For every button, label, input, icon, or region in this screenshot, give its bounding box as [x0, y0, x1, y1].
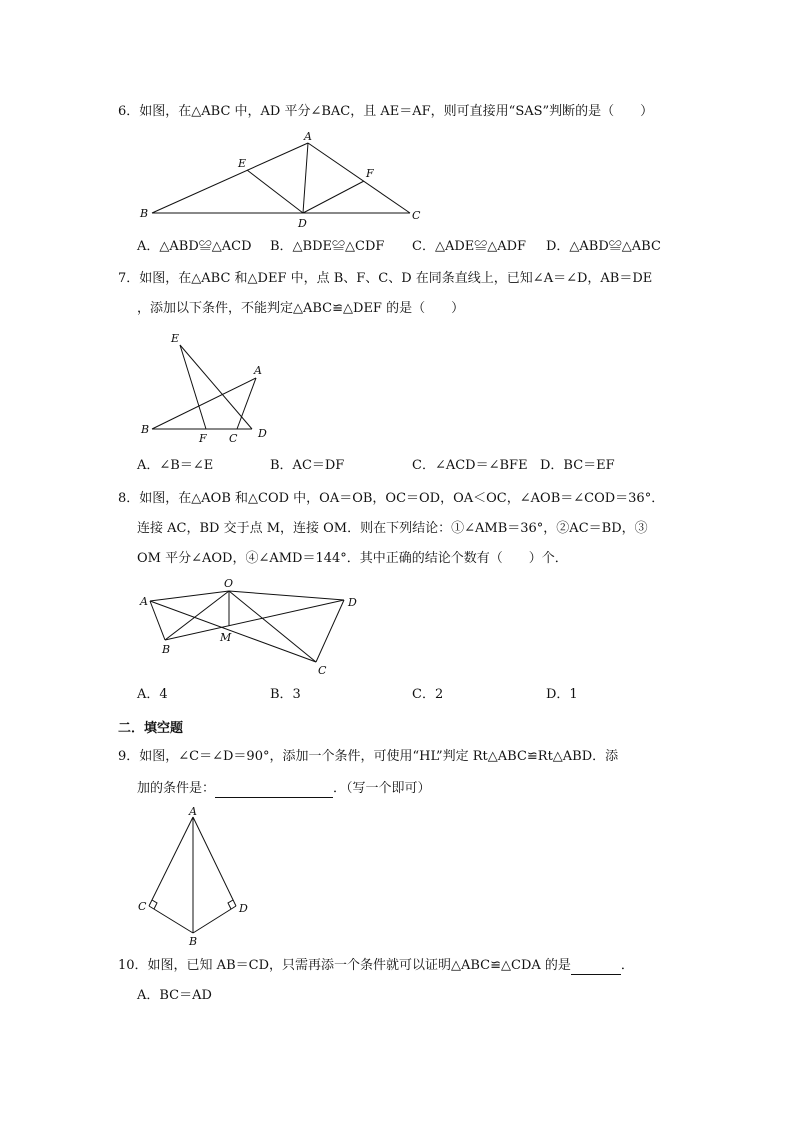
q7-label-e: E: [171, 332, 180, 345]
q8-label-c: C: [318, 664, 327, 677]
q8-option-d: D．1: [546, 687, 578, 702]
q7-option-c: C．∠ACD＝∠BFE: [412, 458, 528, 473]
q9-label-b: B: [189, 935, 198, 948]
q8-label-o: O: [224, 577, 234, 590]
q6-option-c: C．△ADE≌△ADF: [412, 239, 527, 254]
q9-label-d: D: [239, 902, 248, 915]
q9-stem-suffix: ．（写一个即可）: [333, 781, 431, 796]
q10-option-a: A．BC＝AD: [137, 988, 212, 1003]
q6-label-b: B: [140, 207, 149, 220]
q8-label-d: D: [348, 596, 357, 609]
q8-option-a: A．4: [137, 687, 168, 702]
q8-label-b: B: [162, 643, 171, 656]
q7-label-c: C: [229, 432, 238, 445]
q8-stem-line3: OM 平分∠AOD，④∠AMD＝144°．其中正确的结论个数有（ ）个．: [137, 551, 568, 566]
q6-label-a: A: [304, 130, 312, 143]
q6-stem: 6．如图，在△ABC 中，AD 平分∠BAC，且 AE＝AF，则可直接用“SAS”判断的是（ ）: [118, 104, 654, 119]
q9-segment-db: [193, 906, 236, 933]
q9-segment-ad: [193, 817, 236, 906]
q7-label-f: F: [199, 432, 207, 445]
q9-segment-cb: [149, 906, 193, 933]
q8-option-b: B．3: [270, 687, 301, 702]
q9-stem-line1: 9．如图，∠C＝∠D＝90°，添加一个条件，可使用“HL”判定 Rt△ABC≌Rt△ABD．添: [118, 749, 619, 764]
q9-label-a: A: [189, 805, 197, 818]
q6-option-d: D．△ABD≌△ABC: [546, 239, 661, 254]
q9-label-c: C: [138, 900, 147, 913]
q8-stem-line2: 连接 AC，BD 交于点 M，连接 OM．则在下列结论：①∠AMB＝36°，②AC＝BD，③: [137, 521, 648, 536]
q10-stem-text: 10．如图，已知 AB＝CD，只需再添一个条件就可以证明△ABC≌△CDA 的是: [118, 958, 571, 973]
q8-stem-line1: 8．如图，在△AOB 和△COD 中，OA＝OB，OC＝OD，OA＜OC，∠AOB＝∠COD＝36°．: [118, 491, 665, 506]
q6-option-a: A．△ABD≌△ACD: [137, 239, 252, 254]
q7-label-a: A: [254, 364, 262, 377]
q7-option-a: A．∠B＝∠E: [137, 458, 214, 473]
q6-option-b: B．△BDE≌△CDF: [270, 239, 385, 254]
q6-label-c: C: [412, 209, 421, 222]
q6-label-e: E: [238, 157, 247, 170]
q8-option-c: C．2: [412, 687, 444, 702]
q7-option-d: D．BC＝EF: [540, 458, 615, 473]
q9-segment-ac: [149, 817, 193, 906]
q9-right-angle-d: [228, 900, 233, 909]
q9-right-angle-c: [152, 900, 157, 909]
q7-stem-line1: 7．如图，在△ABC 和△DEF 中，点 B、F、C、D 在同条直线上，已知∠A＝∠D，AB＝DE: [118, 271, 653, 286]
q10-answer-blank[interactable]: [571, 956, 621, 975]
q8-label-a: A: [140, 595, 148, 608]
q9-stem-prefix: 加的条件是：: [137, 781, 216, 796]
q7-label-d: D: [258, 427, 267, 440]
q6-label-d: D: [298, 217, 307, 230]
q7-stem-line2: ，添加以下条件，不能判定△ABC≌△DEF 的是（ ）: [137, 301, 465, 316]
section-heading: 二．填空题: [118, 721, 184, 736]
q7-label-b: B: [141, 423, 150, 436]
q6-label-f: F: [366, 167, 374, 180]
q10-stem-suffix: ．: [620, 958, 634, 973]
q8-label-m: M: [220, 631, 232, 644]
q7-option-b: B．AC＝DF: [270, 458, 345, 473]
q10-stem: [118, 956, 634, 975]
